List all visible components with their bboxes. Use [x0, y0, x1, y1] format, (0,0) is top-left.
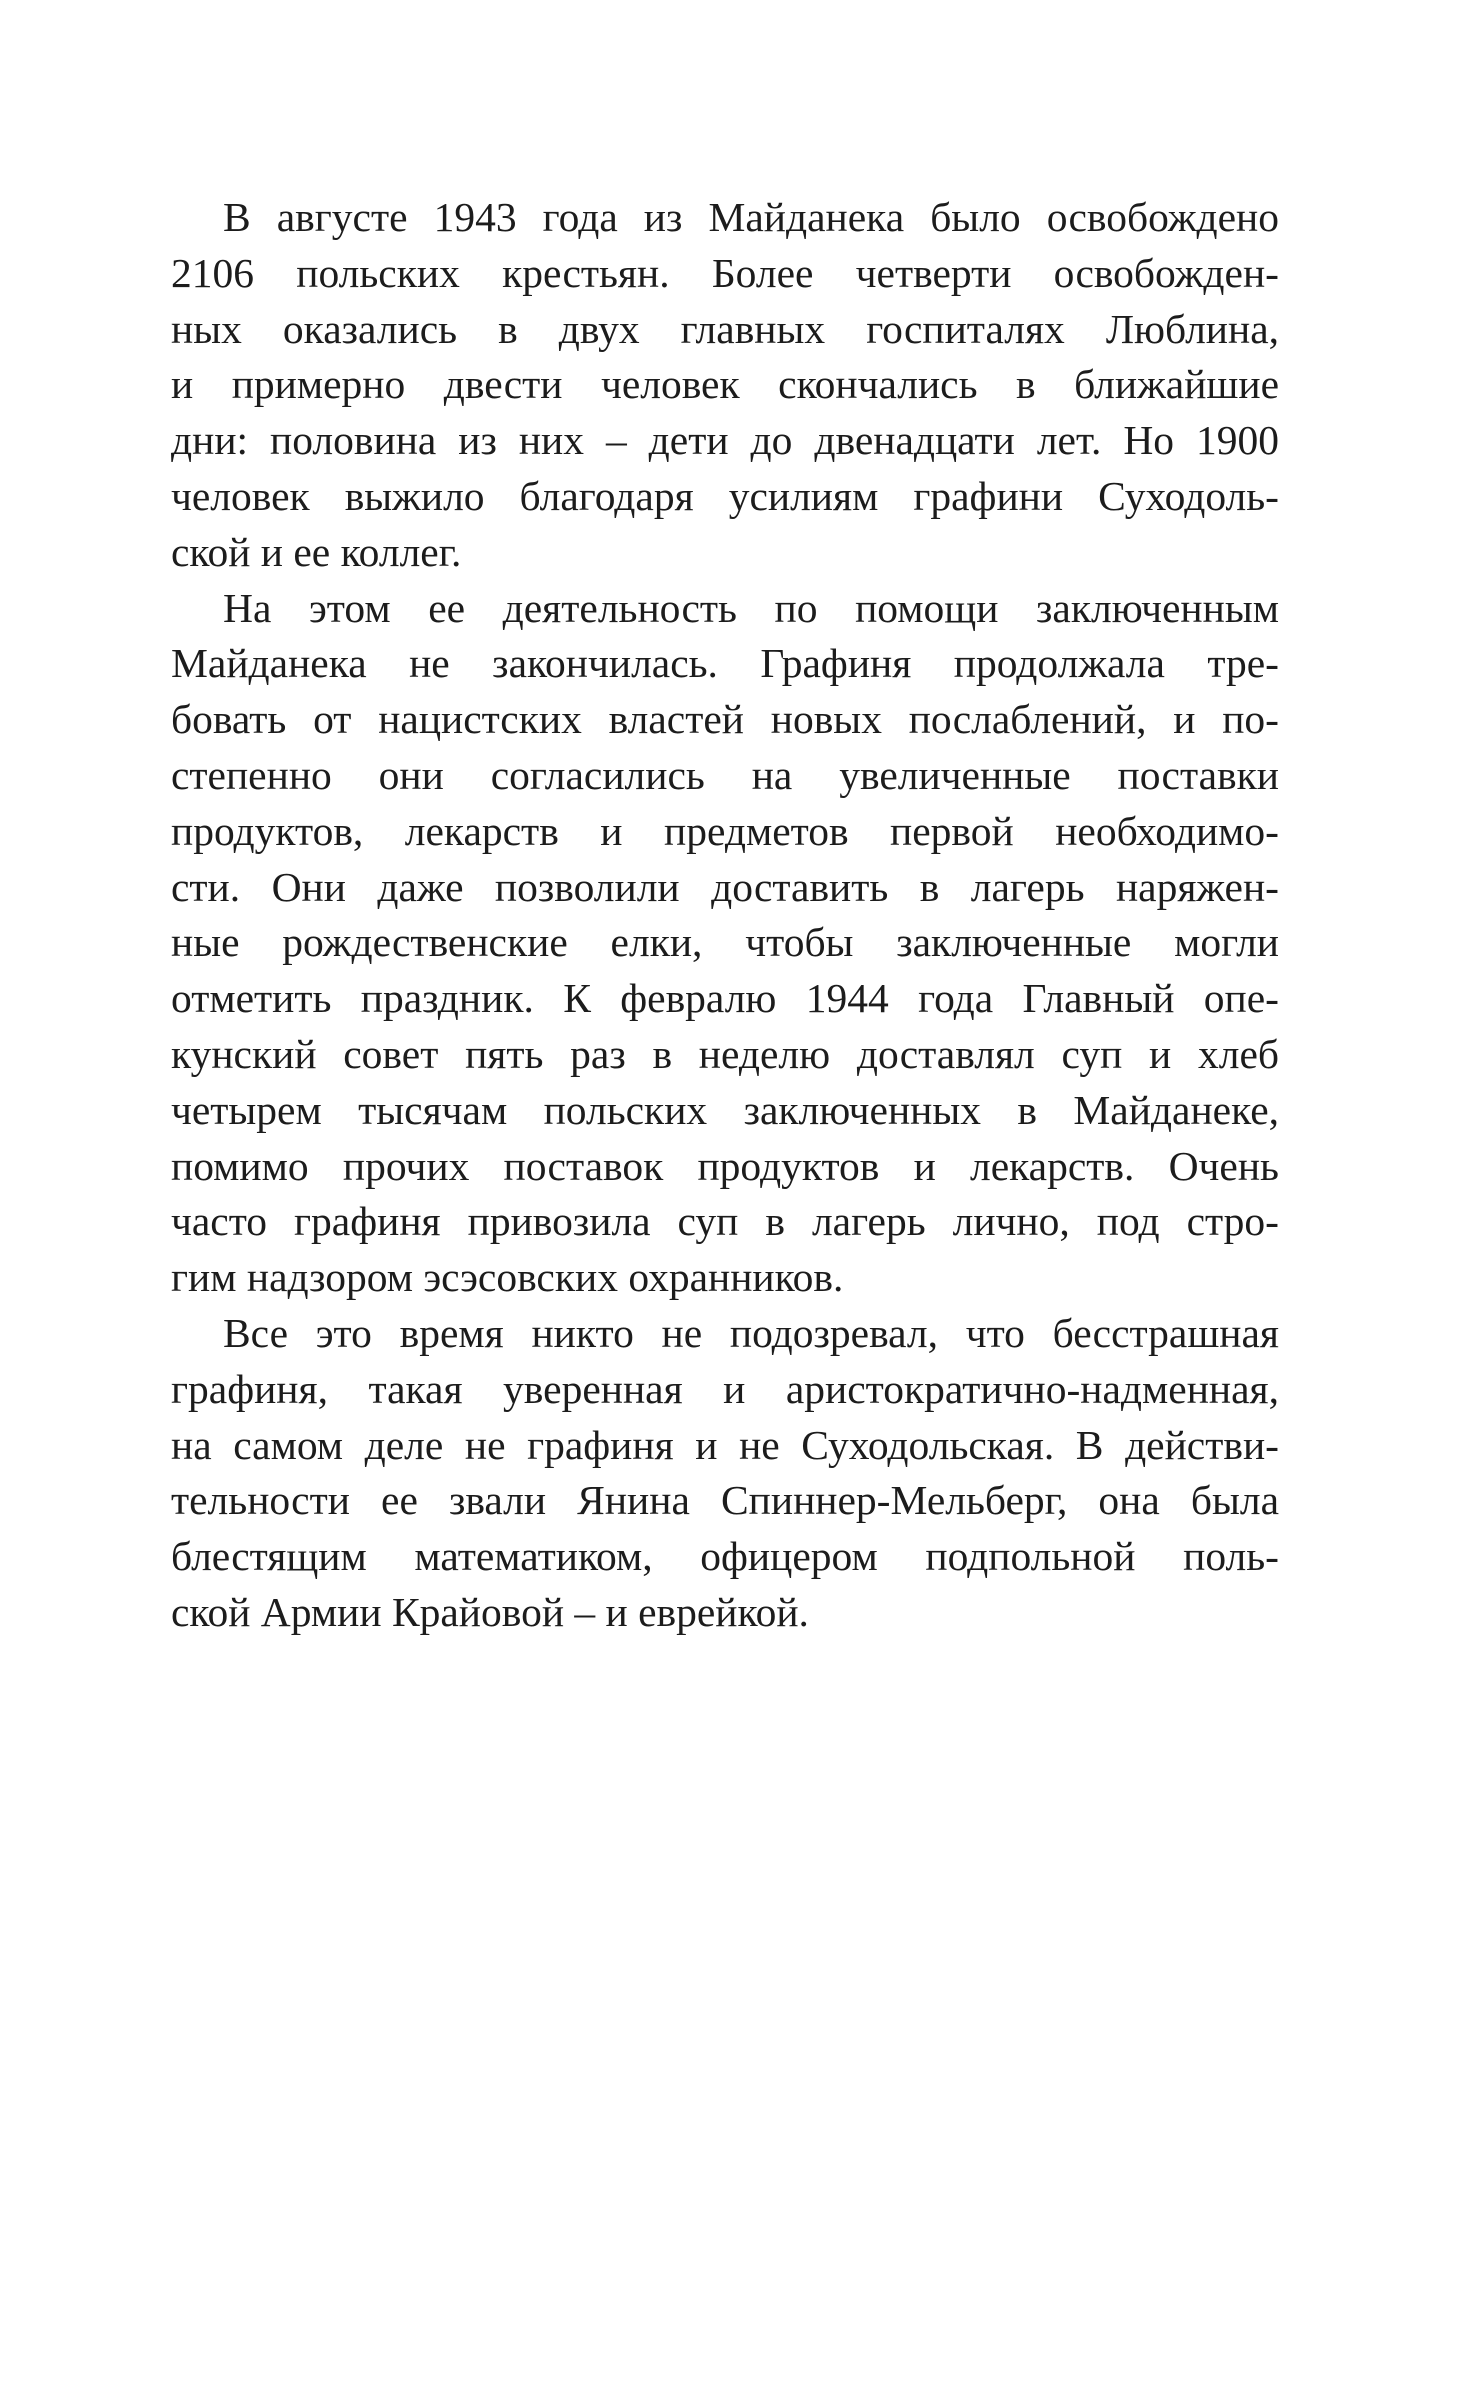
paragraph-1: [171, 190, 1279, 581]
text-line: 2106 польских крестьян. Более четверти освобожден-: [171, 249, 1279, 296]
text-line: часто графиня привозила суп в лагерь лично, под стро-: [171, 1198, 1279, 1245]
text-line: ных оказались в двух главных госпиталях Люблина,: [171, 305, 1279, 352]
text-line: На этом ее деятельность по помощи заключенным: [223, 584, 1279, 631]
body-text: [171, 190, 1279, 1641]
text-line: четырем тысячам польских заключенных в Майданеке,: [171, 1086, 1279, 1133]
text-line: продуктов, лекарств и предметов первой необходимо-: [171, 807, 1279, 854]
text-line: гим надзором эсэсовских охранников.: [171, 1254, 844, 1301]
text-line: графиня, такая уверенная и аристократично-надменная,: [171, 1365, 1279, 1412]
text-line: тельности ее звали Янина Спиннер-Мельберг, она была: [171, 1477, 1279, 1524]
text-line: дни: половина из них – дети до двенадцати лет. Но 1900: [171, 417, 1279, 464]
text-line: кунский совет пять раз в неделю доставлял суп и хлеб: [171, 1030, 1279, 1077]
text-line: степенно они согласились на увеличенные поставки: [171, 751, 1279, 798]
text-line: отметить праздник. К февралю 1944 года Главный опе-: [171, 975, 1279, 1022]
text-line: на самом деле не графиня и не Суходольская. В действи-: [171, 1421, 1279, 1468]
text-line: Все это время никто не подозревал, что бесстрашная: [223, 1309, 1279, 1356]
text-line: человек выжило благодаря усилиям графини Суходоль-: [171, 472, 1279, 519]
text-line: и примерно двести человек скончались в ближайшие: [171, 361, 1279, 408]
paragraph-3: [171, 1306, 1279, 1641]
paragraph-2: [171, 581, 1279, 1306]
text-line: ской Армии Крайовой – и еврейкой.: [171, 1588, 809, 1635]
text-line: Майданека не закончилась. Графиня продолжала тре-: [171, 640, 1279, 687]
text-line: В августе 1943 года из Майданека было освобождено: [223, 194, 1279, 240]
text-line: блестящим математиком, офицером подпольной поль-: [171, 1533, 1279, 1580]
text-line: сти. Они даже позволили доставить в лагерь наряжен-: [171, 863, 1279, 910]
text-line: ской и ее коллег.: [171, 528, 462, 575]
text-line: помимо прочих поставок продуктов и лекарств. Очень: [171, 1142, 1279, 1189]
text-line: бовать от нацистских властей новых послаблений, и по-: [171, 696, 1279, 743]
text-line: ные рождественские елки, чтобы заключенные могли: [171, 919, 1279, 966]
